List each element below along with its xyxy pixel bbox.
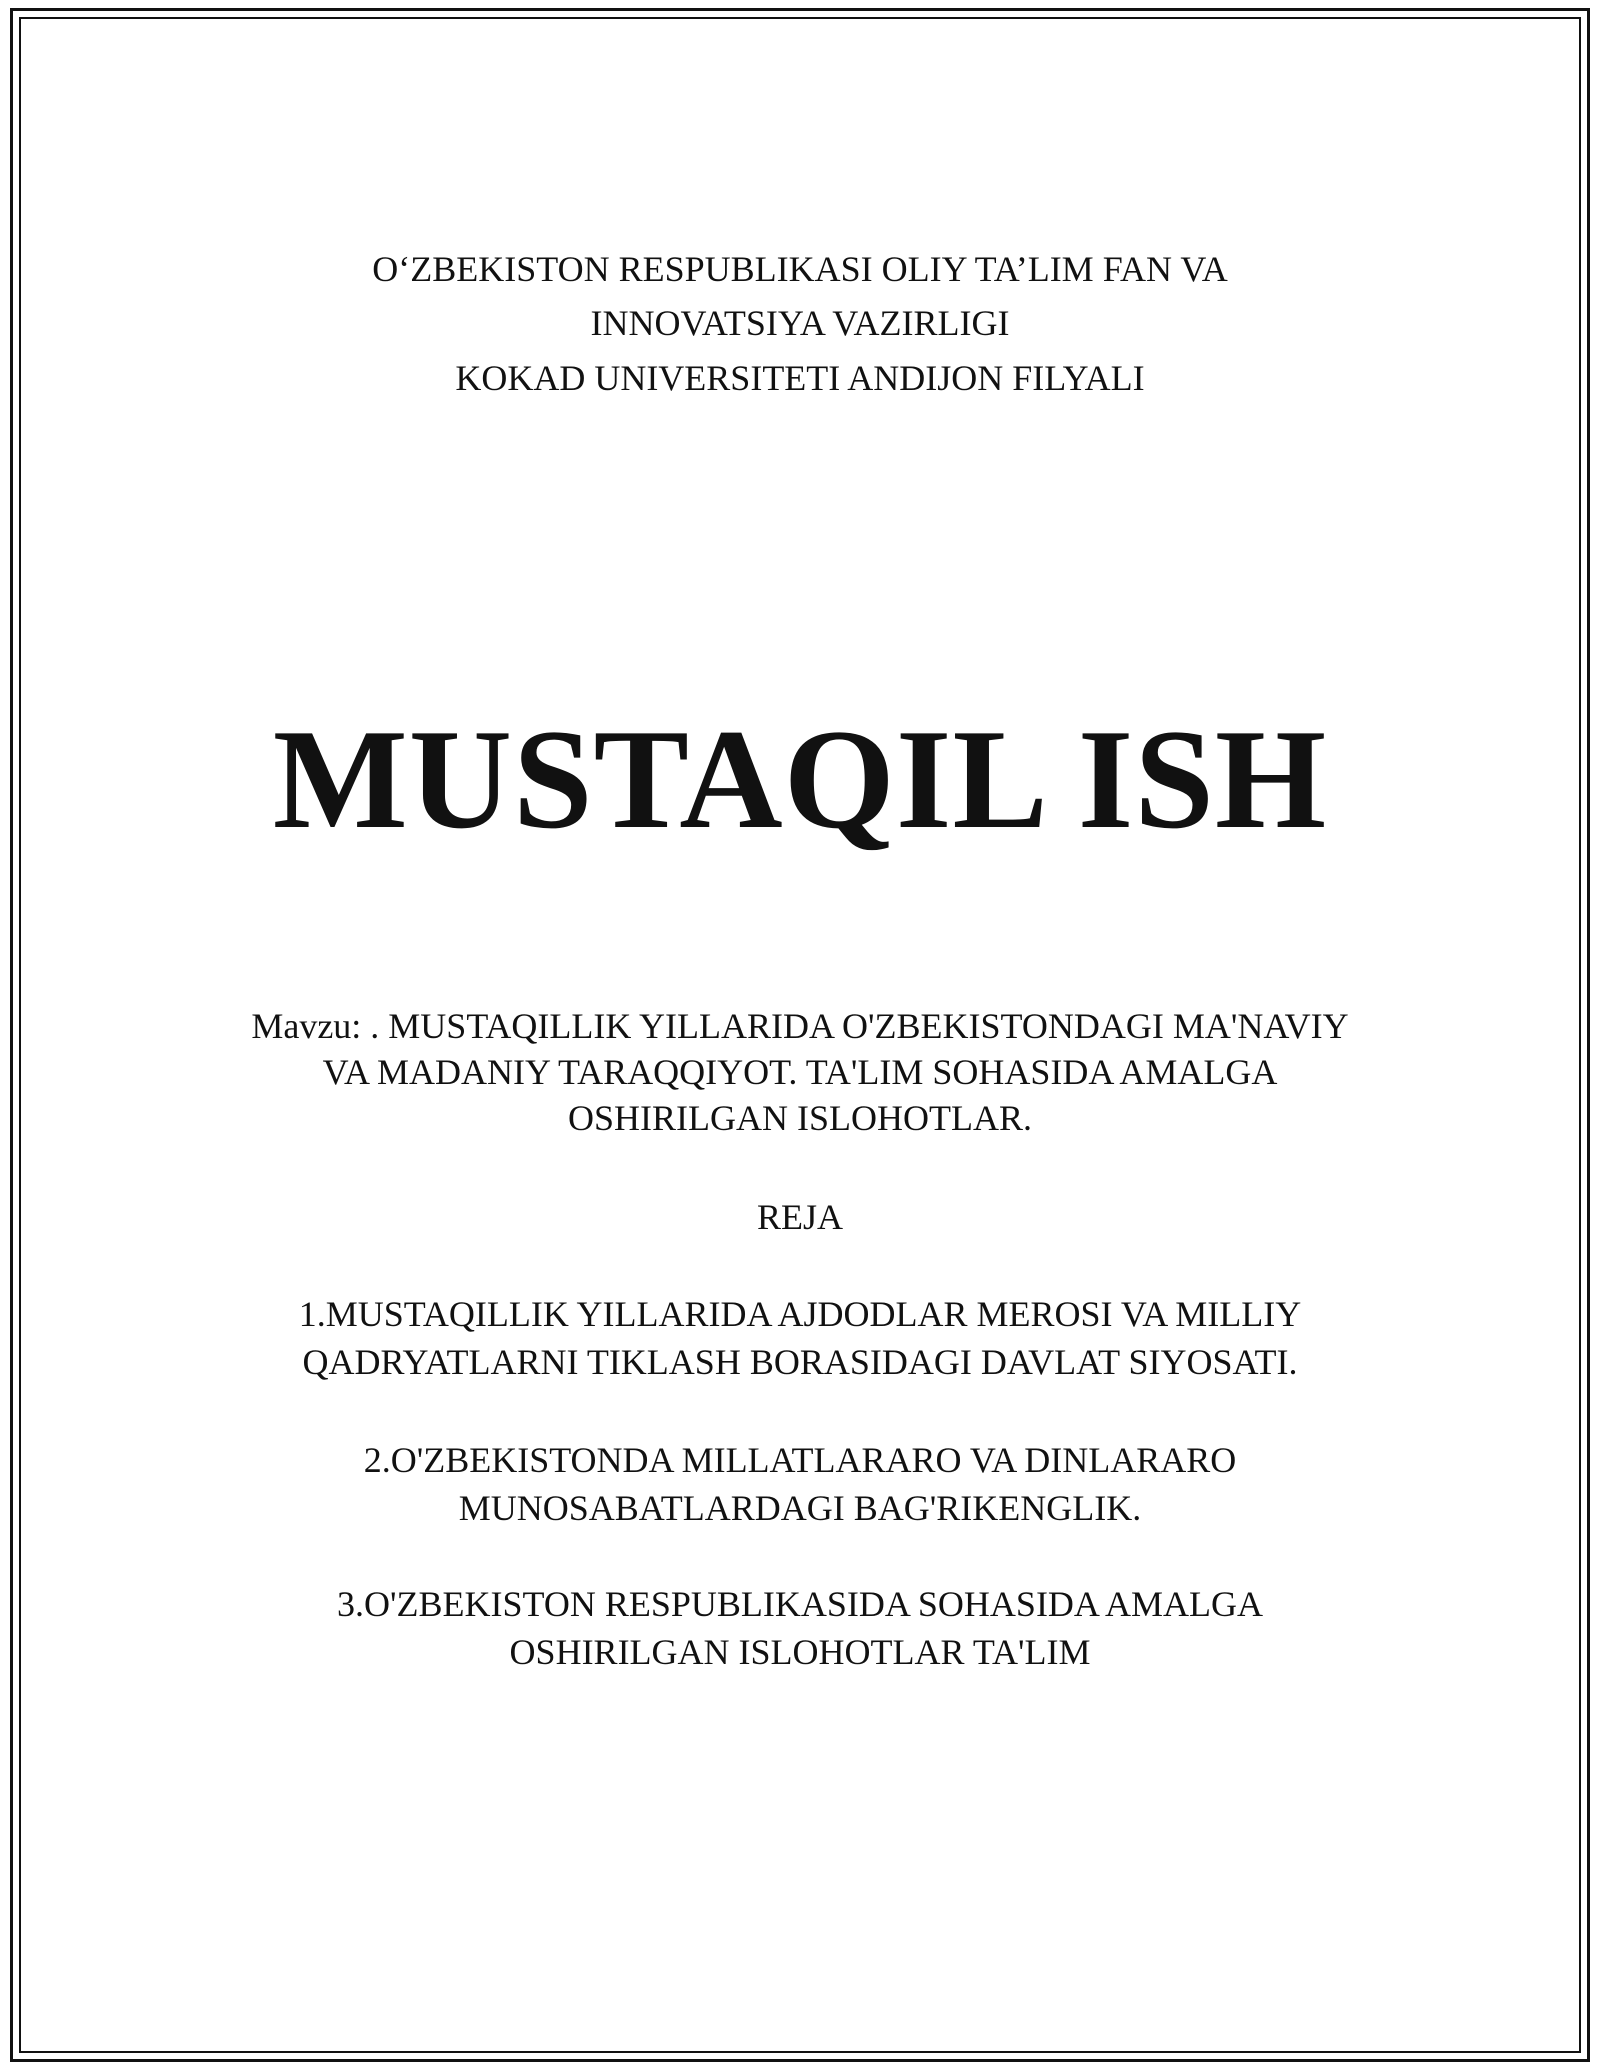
topic-line-2: VA MADANIY TARAQQIYOT. TA'LIM SOHASIDA AMALGA xyxy=(322,1052,1278,1092)
header-line-2: INNOVATSIYA VAZIRLIGI xyxy=(590,303,1010,343)
plan-item-3-line-2: OSHIRILGAN ISLOHOTLAR TA'LIM xyxy=(509,1632,1091,1672)
topic-line-1: Mavzu: . MUSTAQILLIK YILLARIDA O'ZBEKISTONDAGI MA'NAVIY xyxy=(251,1006,1349,1046)
header-line-1: O‘ZBEKISTON RESPUBLIKASI OLIY TA’LIM FAN VA xyxy=(372,249,1228,289)
plan-item-1-line-1: 1.MUSTAQILLIK YILLARIDA AJDODLAR MEROSI VA MILLIY xyxy=(298,1294,1302,1334)
plan-heading: REJA xyxy=(756,1197,843,1237)
plan-item-2-line-1: 2.O'ZBEKISTONDA MILLATLARARO VA DINLARARO xyxy=(363,1440,1237,1480)
plan-item-2-line-2: MUNOSABATLARDAGI BAG'RIKENGLIK. xyxy=(458,1488,1142,1528)
document-title: MUSTAQIL ISH xyxy=(272,700,1328,858)
plan-item-1-line-2: QADRYATLARNI TIKLASH BORASIDAGI DAVLAT SIYOSATI. xyxy=(302,1342,1298,1382)
header-line-3: KOKAD UNIVERSITETI ANDIJON FILYALI xyxy=(455,358,1145,398)
topic-line-3: OSHIRILGAN ISLOHOTLAR. xyxy=(568,1098,1032,1138)
plan-item-3-line-1: 3.O'ZBEKISTON RESPUBLIKASIDA SOHASIDA AMALGA xyxy=(337,1584,1263,1624)
